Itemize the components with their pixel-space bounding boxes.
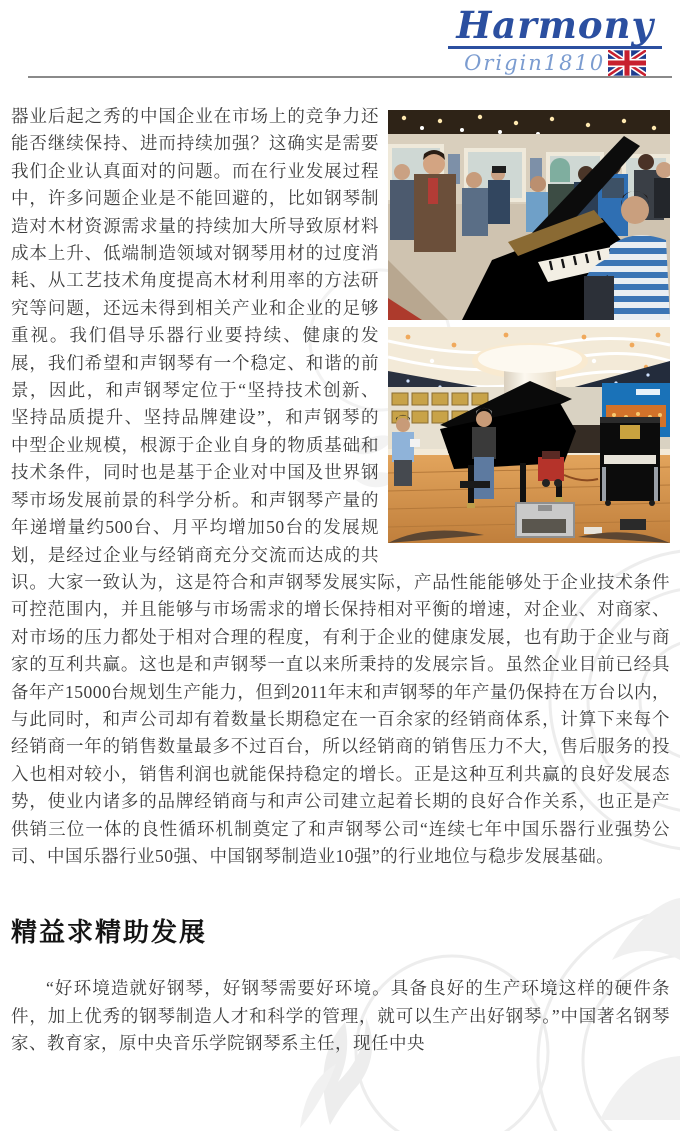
article-paragraph-1: 器业后起之秀的中国企业在市场上的竞争力还能否继续保持、进而持续加强？这确实是需要我们企业认真面对的问题。而在行业发展过程中，许多问题企业是不能回避的，比如钢琴制造对木材资源需求量的持续加大所导致原材料成本上升、低端制造领域对钢琴用材的过度消耗、从工艺技术角度提高木材利用率的方法研究等问题，还远未得到相关产业和企业的足够重视。我们倡导乐器行业要持续、健康的发展，我们希望和声钢琴有一个稳定、和谐的前景，因此，和声钢琴定位于“坚持技术创新、坚持品质提升、坚持品牌建设”，和声钢琴的中型企业规模，根源于企业自身的物质基础和技术条件，同时也是基于企业对中国及世界钢琴市场发展前景的科学分析。和声钢琴产量的年递增量约500台、月平均增加50台的发展规划，是经过企业与经销商充分交流而达成的共识。大家一致认为，这是符合和声钢琴发展实际，产品性能能够处于企业技术条件可控范围内，并且能够与市场需求的增长保持相对平衡的增速，对企业、对商家、对市场的压力都处于相对合理的程度，有利于企业的健康发展，也有助于企业与商家的互利共赢。这也是和声钢琴一直以来所秉持的发展宗旨。虽然企业目前已经具备年产15000台规划生产能力，但到2011年末和声钢琴的年产量仍保持在万台以内，与此同时，和声公司却有着数量长期稳定在一百余家的经销商体系，计算下来每个经销商一年的销售数量最多不过百台，所以经销商的销售压力不大，售后服务的投入也相对较小，销售利润也就能保持稳定的增长。正是这种互利共赢的良好发展态势，使业内诸多的品牌经销商与和声公司建立起着长期的良好合作关系，也正是产供销三位一体的良性循环机制奠定了和声钢琴公司“连续七年中国乐器行业强势公司、中国乐器行业50强、中国钢琴制造业10强”的行业地位与稳步发展基础。 (11, 106, 670, 866)
brand-origin: Origin1810 (464, 50, 606, 75)
article (11, 103, 670, 1058)
section-heading: 精益求精助发展 (11, 917, 208, 948)
piano-exhibition-hall-photo (388, 327, 670, 543)
showroom-grand-piano-demonstration-photo (388, 110, 670, 320)
page-header (0, 0, 680, 92)
article-paragraph-2: “好环境造就好钢琴，好钢琴需要好环境。具备良好的生产环境这样的硬件条件，加上优秀的钢琴制造人才和科学的管理，就可以生产出好钢琴。”中国著名钢琴家、教育家，原中央音乐学院钢琴系主任，现任中央 (11, 978, 670, 1054)
brand-name: Harmony (448, 6, 662, 49)
header-divider (28, 76, 672, 78)
article-photos (388, 110, 670, 543)
uk-flag-icon (608, 50, 646, 76)
harmony-logo (448, 3, 662, 76)
